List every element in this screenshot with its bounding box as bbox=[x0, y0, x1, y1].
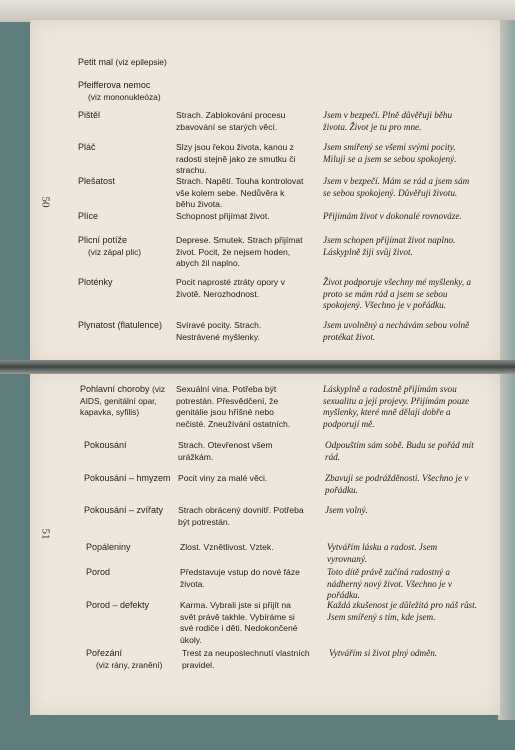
entry-affirmation: Jsem v bezpečí. Plně důvěřuji běhu života. Život je tu pro mne. bbox=[323, 110, 453, 132]
entry-term: Pokousání bbox=[84, 440, 127, 450]
entry-term: Pfeifferova nemoc (viz mononukleóza) bbox=[78, 80, 161, 102]
entry-term: Porod – defekty bbox=[86, 600, 150, 610]
entry-cause: Pocit naprosté ztráty opory v životě. Nerozhodnost. bbox=[176, 277, 285, 299]
entry-affirmation: Přijímám život v dokonalé rovnováze. bbox=[323, 211, 462, 221]
entry-cause: Trest za neuposlechnutí vlastních pravidel. bbox=[182, 648, 310, 670]
entry-cause: Deprese. Smutek. Strach přijímat život. Pocit, že nejsem hoden, abych žil naplno. bbox=[176, 235, 303, 268]
entry-cause: Slzy jsou řekou života, kanou z radosti stejně jako ze smutku či strachu. bbox=[176, 142, 296, 175]
entry-affirmation: Toto dítě právě začíná radostný a nádherný nový život. Všechno je v pořádku. bbox=[327, 567, 453, 600]
entry-term: Plíce bbox=[78, 211, 99, 221]
entry-cause: Strach. Zablokování procesu zbavování se starých věcí. bbox=[176, 110, 286, 132]
book-top-edge bbox=[0, 0, 515, 22]
entry-affirmation: Vytvářím si život plný odměn. bbox=[329, 648, 438, 658]
entry-cause: Strach. Napětí. Touha kontrolovat vše kolem sebe. Nedůvěra k běhu života. bbox=[176, 176, 304, 209]
entry-affirmation: Jsem v bezpečí. Mám se rád a jsem sám se sebou spokojený. Důvěřuji životu. bbox=[323, 176, 470, 198]
entry-affirmation: Jsem volný. bbox=[325, 505, 368, 515]
entry-term: Pokousání – hmyzem bbox=[84, 473, 171, 483]
entry-cause: Schopnost přijímat život. bbox=[176, 211, 270, 221]
entry-affirmation: Život podporuje všechny mé myšlenky, a proto se mám rád a jsem se sebou spokojený. Všechno je v pořádku. bbox=[323, 277, 471, 310]
entry-term: Ploténky bbox=[78, 277, 113, 287]
entry-affirmation: Jsem smířený se všemi svými pocity. Miluji se a jsem se sebou spokojený. bbox=[323, 142, 457, 164]
entry-term: Plynatost (flatulence) bbox=[78, 320, 163, 330]
entry-term: Pištěl bbox=[78, 110, 101, 120]
entry-affirmation: Odpouštím sám sobě. Budu se pořád mít rád. bbox=[325, 440, 474, 462]
entry-cause: Zlost. Vznětlivost. Vztek. bbox=[180, 542, 274, 552]
entry-term: Pláč bbox=[78, 142, 96, 152]
entry-affirmation: Jsem schopen přijímat život naplno. Láskyplně žiji svůj život. bbox=[323, 235, 456, 257]
entry-term: Petit mal (viz epilepsie) bbox=[78, 57, 167, 67]
entry-affirmation: Zbavuji se podrážděnosti. Všechno je v pořádku. bbox=[325, 473, 469, 495]
entry-cause: Strach. Otevřenost všem urážkám. bbox=[178, 440, 273, 462]
entry-term: Plicní potíže (viz zápal plic) bbox=[78, 235, 142, 257]
entry-affirmation: Jsem uvolněný a nechávám sebou volně protékat život. bbox=[323, 320, 470, 342]
entry-term: Pořezání (viz rány, zranění) bbox=[86, 648, 163, 670]
entry-term: Plešatost bbox=[78, 176, 116, 186]
entry-affirmation: Každá zkušenost je důležitá pro náš růst. Jsem smířený s tím, kde jsem. bbox=[327, 600, 477, 622]
entry-cause: Sexuální vina. Potřeba být potrestán. Přesvědčení, že genitálie jsou hříšné nebo nečisté. Zneužívání ostatních. bbox=[176, 384, 291, 429]
entry-affirmation: Vytvářím lásku a radost. Jsem vyrovnaný. bbox=[327, 542, 438, 564]
entry-term: Pokousání – zvířaty bbox=[84, 505, 164, 515]
entry-cause: Představuje vstup do nové fáze života. bbox=[180, 567, 300, 589]
page-number-50: 50 bbox=[39, 196, 52, 208]
entry-cause: Karma. Vybrali jste si přijít na svět právě takhle. Vybíráme si své rodiče i děti. Nedokončené úkoly. bbox=[180, 600, 298, 645]
entry-cause: Strach obrácený dovnitř. Potřeba být potrestán. bbox=[178, 505, 304, 527]
entry-term: Popáleniny bbox=[86, 542, 131, 552]
entry-cause: Pocit viny za malé věci. bbox=[178, 473, 268, 483]
entry-term: Pohlavní choroby (viz AIDS, genitální opar, kapavka, syfilis) bbox=[80, 384, 166, 417]
page-number-51: 51 bbox=[39, 528, 52, 540]
entry-affirmation: Láskyplně a radostně přijímám svou sexualitu a její projevy. Přijímám pouze myšlenky, které mně dělají dobře a podporují mě. bbox=[323, 384, 470, 429]
entry-term: Porod bbox=[86, 567, 111, 577]
book-fold bbox=[0, 360, 515, 374]
entry-cause: Svíravé pocity. Strach. Nestrávené myšlenky. bbox=[176, 320, 262, 342]
